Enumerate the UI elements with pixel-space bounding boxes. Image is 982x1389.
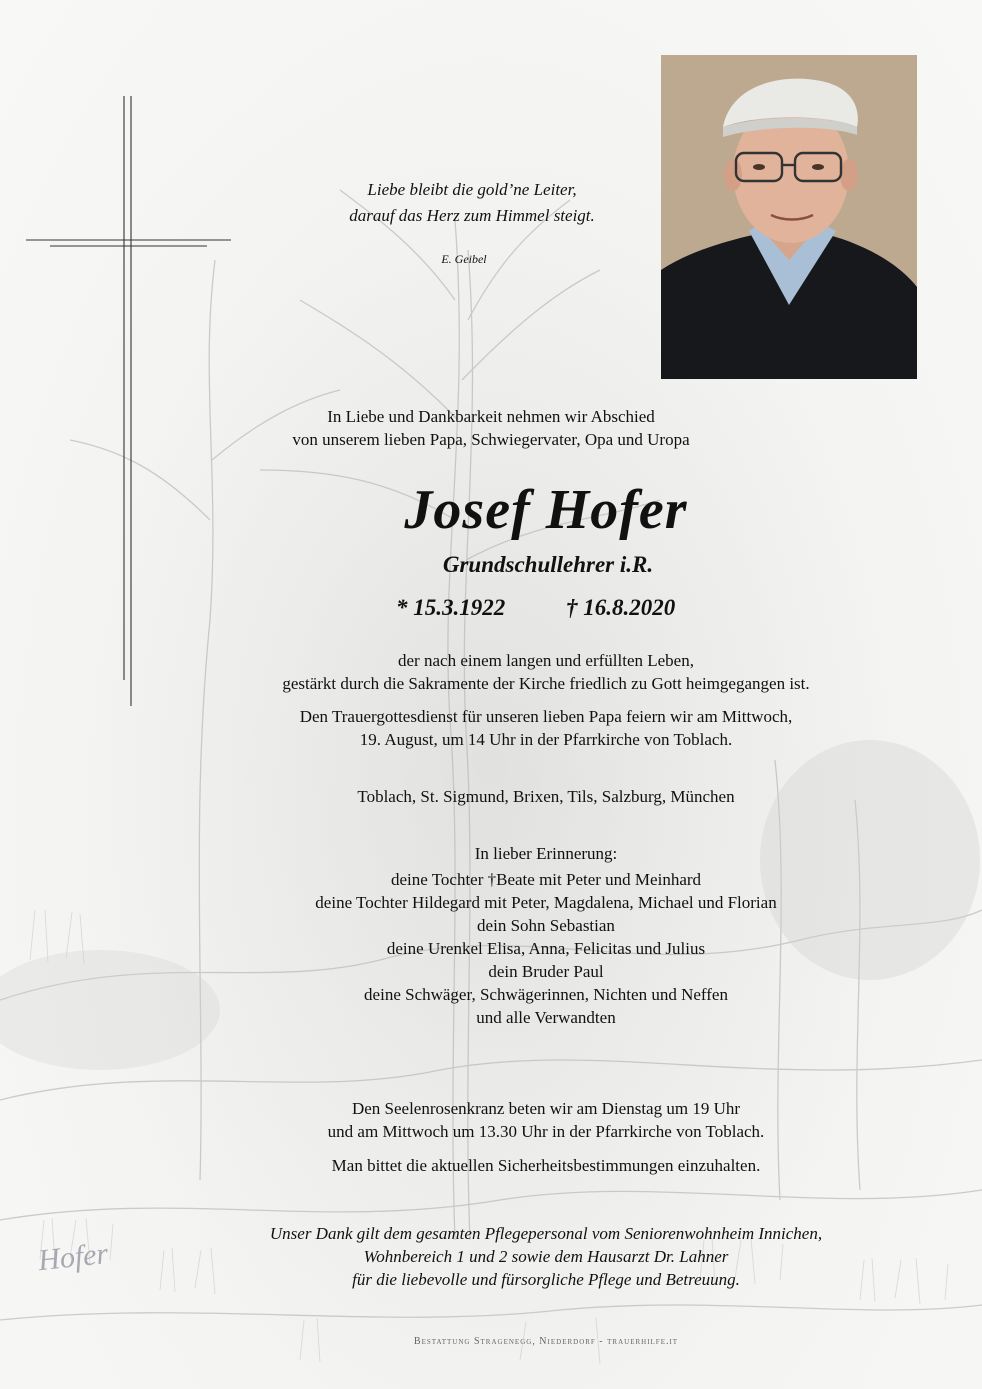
deceased-name: Josef Hofer — [404, 479, 688, 541]
passing-line-2: gestärkt durch die Sakramente der Kirche friedlich zu Gott heimgegangen ist. — [282, 674, 810, 693]
motto-line-2: darauf das Herz zum Himmel steigt. — [349, 206, 595, 225]
mourner-line: und alle Verwandten — [476, 1008, 616, 1027]
thanks-line-2: Wohnbereich 1 und 2 sowie dem Hausarzt Dr. Lahner — [363, 1247, 729, 1266]
motto-line-1: Liebe bleibt die gold’ne Leiter, — [367, 180, 577, 199]
cross-icon — [0, 0, 240, 720]
mourner-line: dein Bruder Paul — [488, 962, 604, 981]
intro-line-1: In Liebe und Dankbarkeit nehmen wir Abschied — [327, 407, 655, 426]
service-line-1: Den Trauergottesdienst für unseren lieben Papa feiern wir am Mittwoch, — [299, 707, 793, 726]
thanks-line-3: für die liebevolle und fürsorgliche Pflege und Betreuung. — [352, 1270, 740, 1289]
mourner-line: deine Schwäger, Schwägerinnen, Nichten und Neffen — [364, 985, 728, 1004]
mourners-heading: In lieber Erinnerung: — [474, 844, 618, 863]
mourner-line: dein Sohn Sebastian — [477, 916, 615, 935]
service-line-2: 19. August, um 14 Uhr in der Pfarrkirche von Toblach. — [359, 730, 733, 749]
rosary-line-2: und am Mittwoch um 13.30 Uhr in der Pfarrkirche von Toblach. — [327, 1122, 765, 1141]
portrait-photo — [661, 55, 917, 379]
rosary-line-1: Den Seelenrosenkranz beten wir am Dienstag um 19 Uhr — [351, 1099, 741, 1118]
mourner-line: deine Tochter Hildegard mit Peter, Magdalena, Michael und Florian — [315, 893, 777, 912]
death-date: † 16.8.2020 — [566, 595, 676, 620]
deceased-title: Grundschullehrer i.R. — [442, 552, 654, 577]
intro-line-2: von unserem lieben Papa, Schwiegervater, Opa und Uropa — [292, 430, 690, 449]
thanks-line-1: Unser Dank gilt dem gesamten Pflegepersonal vom Seniorenwohnheim Innichen, — [269, 1224, 823, 1243]
birth-date: * 15.3.1922 — [396, 595, 506, 620]
footer-credit: Bestattung Stragenegg, Niederdorf - trauerhilfe.it — [413, 1336, 679, 1347]
mourner-line: deine Tochter †Beate mit Peter und Meinhard — [390, 870, 702, 889]
mourner-line: deine Urenkel Elisa, Anna, Felicitas und Julius — [386, 939, 706, 958]
artist-signature: Hofer — [36, 1237, 110, 1278]
places-line: Toblach, St. Sigmund, Brixen, Tils, Salzburg, München — [357, 787, 735, 806]
rosary-line-3: Man bittet die aktuellen Sicherheitsbestimmungen einzuhalten. — [331, 1156, 761, 1175]
passing-line-1: der nach einem langen und erfüllten Leben, — [398, 651, 694, 670]
motto-author: E. Geibel — [441, 252, 487, 266]
